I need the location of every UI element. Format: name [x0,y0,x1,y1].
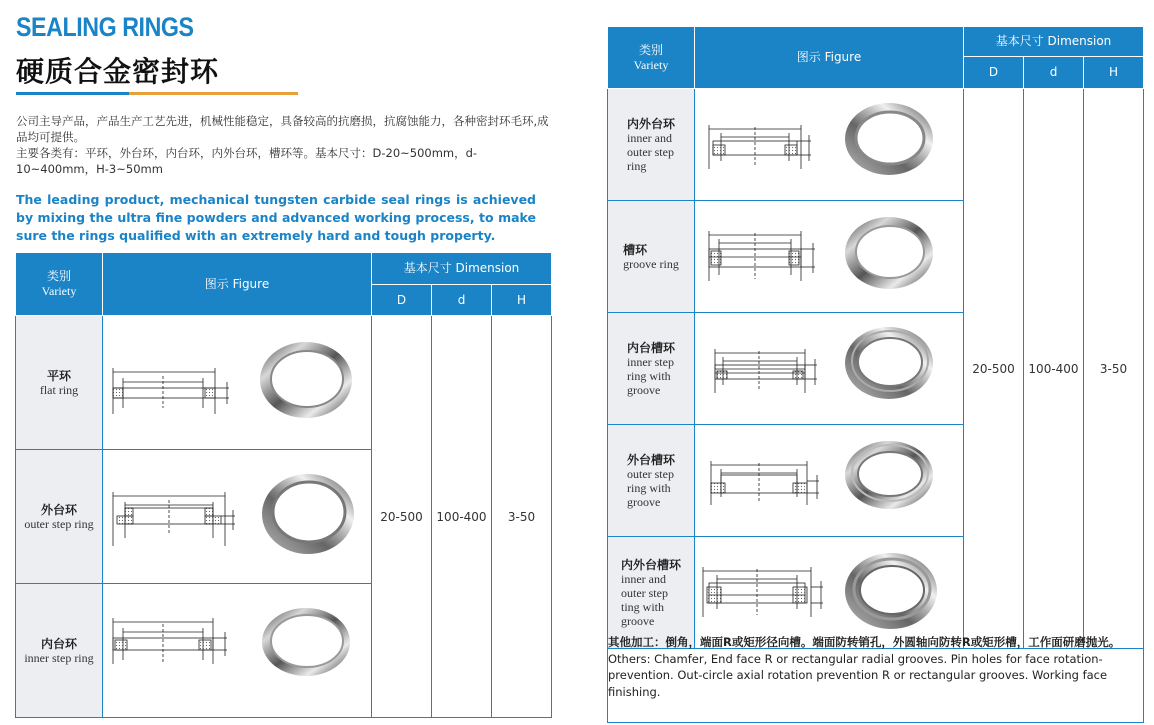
figure-outer-step-groove-ring [695,425,964,537]
figure-inner-outer-step-ring [695,89,964,201]
title-underline [16,92,298,95]
value-D-right: 20-500 [964,89,1024,649]
header-figure: 图示 Figure [103,253,372,316]
header-H: H [492,285,552,316]
page-title-en: SEALING RINGS [16,12,194,42]
figure-outer-step-ring [103,450,372,584]
intro-cn-line1: 公司主导产品，产品生产工艺先进，机械性能稳定，具备较高的抗磨损，抗腐蚀能力，各种密封环毛环,成品均可提供。 [16,114,549,144]
table-row [16,316,552,450]
page-title-cn: 硬质合金密封环 [16,55,220,88]
header-dimension: 基本尺寸 Dimension [964,27,1144,57]
spec-table-right [607,26,1144,649]
header-variety-en: Variety [633,57,669,72]
variety-cell: 槽环 groove ring [608,201,695,313]
header-variety-en: Variety [41,284,77,298]
variety-cell: 外台槽环 outer step ring with groove [608,425,695,537]
header-variety-cn: 类别 [46,269,71,283]
spec-table-left [15,252,552,718]
value-H-right: 3-50 [1084,89,1144,649]
others-cn: 其他加工：倒角，端面R或矩形径向槽。端面防转销孔，外圆轴向防转R或矩形槽，工作面研磨抛光。 [608,635,1121,649]
variety-cell: 内台环 inner step ring [16,584,103,718]
header-variety [608,27,695,89]
variety-cell: 外台环 outer step ring [16,450,103,584]
value-H-left: 3-50 [492,316,552,718]
table-row [608,89,1144,201]
others-note [608,634,1144,700]
header-d: d [432,285,492,316]
header-H: H [1084,57,1144,89]
variety-cell: 内台槽环 inner step ring with groove [608,313,695,425]
value-d-right: 100-400 [1024,89,1084,649]
header-D: D [372,285,432,316]
variety-cell: 内外台槽环 inner and outer step ting with groove [608,537,695,649]
value-d-left: 100-400 [432,316,492,718]
others-en: Others: Chamfer, End face R or rectangular radial grooves. Pin holes for face rotation-prevention. Out-circle axial rotation prevention R or rectangular grooves. Working face finishing. [608,651,1108,699]
header-variety-cn: 类别 [638,42,663,57]
figure-flat-ring [103,316,372,450]
header-dimension: 基本尺寸 Dimension [372,253,552,285]
header-variety [16,253,103,316]
intro-cn-line2: 主要各类有：平环，外台环，内台环，内外台环，槽环等。基本尺寸：D-20~500mm，d-10~400mm，H-3~50mm [16,146,478,176]
header-D: D [964,57,1024,89]
intro-en: The leading product, mechanical tungsten carbide seal rings is achieved by mixing the ultra fine powders and advanced working process, to make sure the rings qualified with an extremely hard and tough property. [16,192,536,243]
header-d: d [1024,57,1084,89]
intro-cn [16,113,556,177]
header-figure: 图示 Figure [695,27,964,89]
figure-inner-step-ring [103,584,372,718]
variety-cell: 平环 flat ring [16,316,103,450]
figure-groove-ring [695,201,964,313]
figure-inner-step-groove-ring [695,313,964,425]
variety-cell: 内外台环 inner and outer step ring [608,89,695,201]
value-D-left: 20-500 [372,316,432,718]
